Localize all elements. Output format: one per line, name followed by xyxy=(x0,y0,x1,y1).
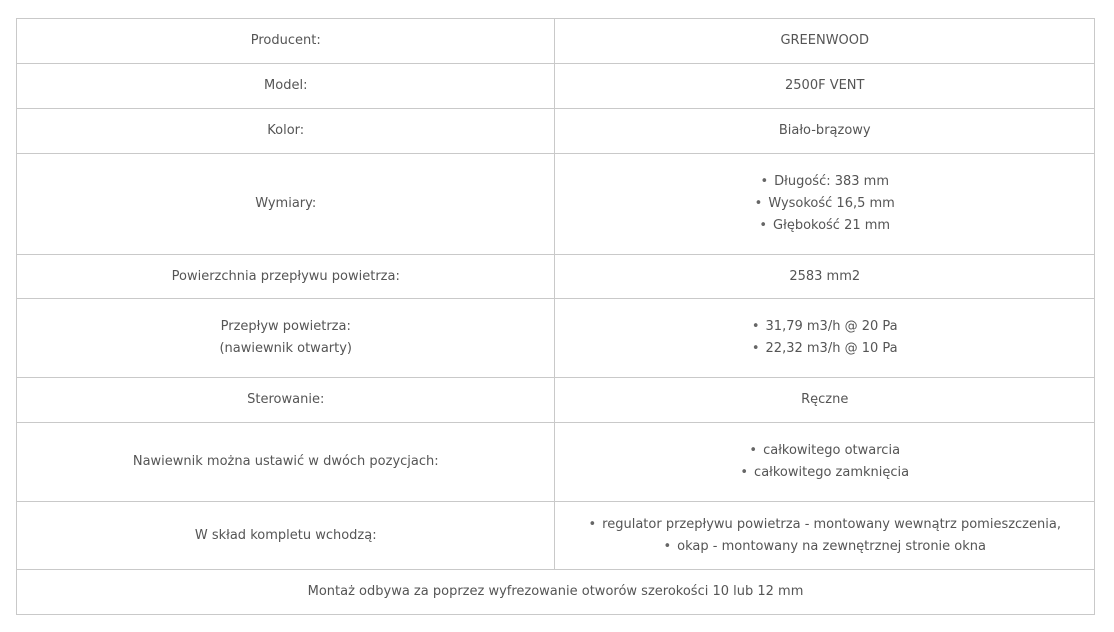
color-label: Kolor: xyxy=(17,109,555,154)
table-row xyxy=(17,109,1095,154)
airflow-area-label: Powierzchnia przepływu powietrza: xyxy=(17,255,555,299)
positions-value xyxy=(555,423,1095,502)
list-item: • 22,32 m3/h @ 10 Pa xyxy=(563,338,1086,360)
table-row xyxy=(17,423,1095,502)
list-item: • regulator przepływu powietrza - montowany wewnątrz pomieszczenia, xyxy=(563,514,1086,536)
producer-label: Producent: xyxy=(17,19,555,64)
kit-list xyxy=(563,514,1086,558)
control-value: Ręczne xyxy=(555,378,1095,423)
airflow-area-value: 2583 mm2 xyxy=(555,255,1095,299)
kit-value xyxy=(555,502,1095,570)
kit-label: W skład kompletu wchodzą: xyxy=(17,502,555,570)
dimensions-value xyxy=(555,154,1095,255)
airflow-label-line1: Przepływ powietrza: xyxy=(220,319,351,334)
list-item: • Długość: 383 mm xyxy=(563,171,1086,193)
table-row xyxy=(17,255,1095,299)
model-value: 2500F VENT xyxy=(555,64,1095,109)
producer-value: GREENWOOD xyxy=(555,19,1095,64)
table-row xyxy=(17,19,1095,64)
specification-table xyxy=(16,18,1095,615)
table-row xyxy=(17,502,1095,570)
list-item: • Głębokość 21 mm xyxy=(563,215,1086,237)
airflow-label xyxy=(17,299,555,378)
table-row xyxy=(17,378,1095,423)
airflow-value xyxy=(555,299,1095,378)
table-row xyxy=(17,154,1095,255)
color-value: Biało-brązowy xyxy=(555,109,1095,154)
list-item: • okap - montowany na zewnętrznej stronie okna xyxy=(563,536,1086,558)
dimensions-label: Wymiary: xyxy=(17,154,555,255)
control-label: Sterowanie: xyxy=(17,378,555,423)
table-row xyxy=(17,64,1095,109)
mounting-note: Montaż odbywa za poprzez wyfrezowanie otworów szerokości 10 lub 12 mm xyxy=(17,570,1095,615)
list-item: • Wysokość 16,5 mm xyxy=(563,193,1086,215)
list-item: • całkowitego zamknięcia xyxy=(563,462,1086,484)
list-item: • całkowitego otwarcia xyxy=(563,440,1086,462)
airflow-list xyxy=(563,316,1086,360)
positions-list xyxy=(563,440,1086,484)
table-row xyxy=(17,570,1095,615)
airflow-label-line2: (nawiewnik otwarty) xyxy=(219,341,352,356)
positions-label: Nawiewnik można ustawić w dwóch pozycjach: xyxy=(17,423,555,502)
list-item: • 31,79 m3/h @ 20 Pa xyxy=(563,316,1086,338)
model-label: Model: xyxy=(17,64,555,109)
dimensions-list xyxy=(563,171,1086,237)
table-row xyxy=(17,299,1095,378)
